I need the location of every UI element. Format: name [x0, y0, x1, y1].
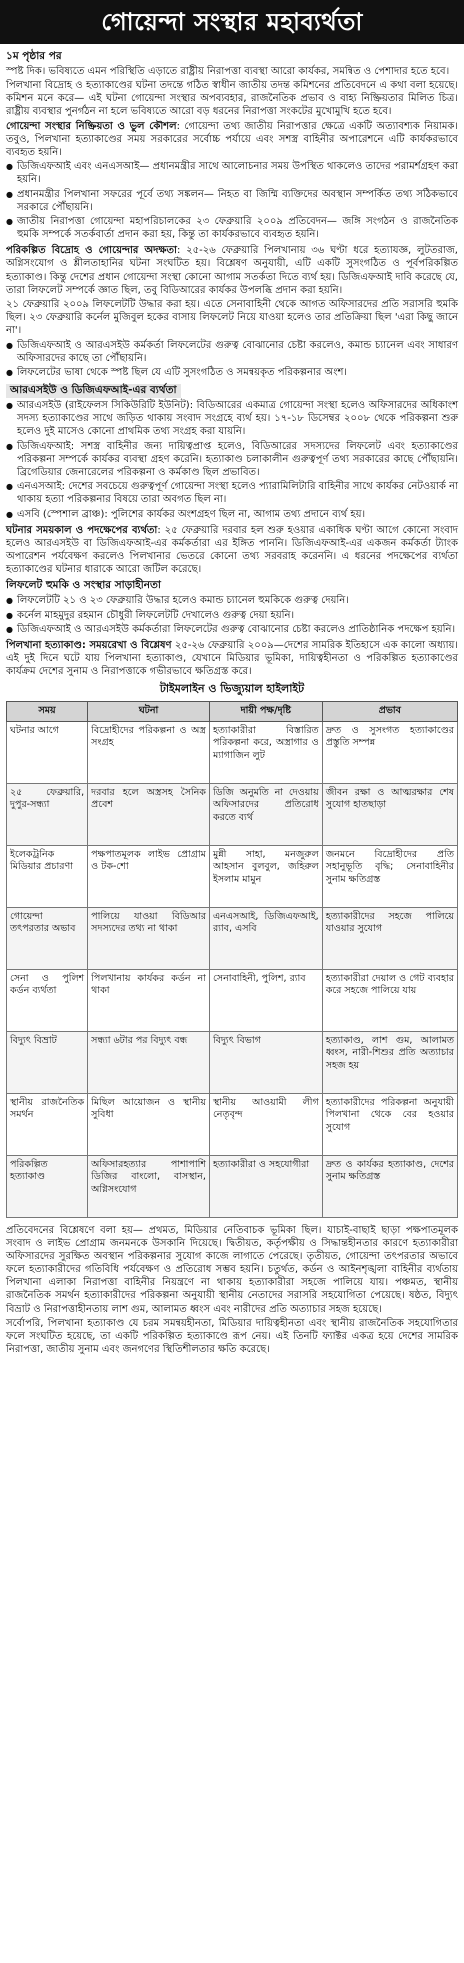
- table-row: [7, 969, 458, 1031]
- table-cell: পক্ষপাতমূলক লাইভ প্রোগ্রাম ও টক-শো: [88, 845, 210, 907]
- bullet-item: ● আরএসইউ (রাইফেলস সিকিউরিটি ইউনিট): বিডিআরের একমাত্র গোয়েন্দা সংস্থা হলেও অফিসারদের অধিকাংশ সদস্য হত্যাকাণ্ডের সাথে জড়িত থাকায় সংবাদ সংগ্রহে ব্যর্থ হয়। ১৭-১৮ ডিসেম্বর ২০০৮ থেকে পরিকল্পনা শুরু হলেও দুই মাসেও কোনো প্রাথমিক তথ্য সংগ্রহ করা যায়নি।: [6, 399, 458, 439]
- table-cell: পরিকল্পিত হত্যাকাণ্ড: [7, 1155, 88, 1217]
- bullet-list: [6, 339, 458, 380]
- table-cell: স্থানীয় রাজনৈতিক সমর্থন: [7, 1093, 88, 1155]
- column-header: ঘটনা: [88, 701, 210, 721]
- column-header: প্রভাব: [322, 701, 457, 721]
- intro-paragraph-2: পিলখানা বিদ্রোহ ও হত্যাকাণ্ডের ঘটনা তদন্তে গঠিত স্বাধীন জাতীয় তদন্ত কমিশনের প্রতিবেদনে এ কথা বলা হয়েছে। কমিশন মনে করে— এই ঘটনা গোয়েন্দা সংস্থার অপব্যবহার, রাজনৈতিক প্রভাব ও বাহ্য নিষ্ক্রিয়তার মিলিত চিত্র। রাষ্ট্রীয় ব্যবস্থার পুনর্গঠন না হলে ভবিষ্যতে আরো বড় ধরনের নিরাপত্তা সংকটের মুখোমুখি হতে হবে।: [6, 80, 458, 118]
- table-cell: মুন্নী সাহা, মনজুরুল আহসান বুলবুল, জহিরুল ইসলাম মামুন: [209, 845, 322, 907]
- table-cell: মিছিল আয়োজন ও স্থানীয় সুবিধা: [88, 1093, 210, 1155]
- table-row: [7, 1031, 458, 1093]
- section-title: পিলখানা হত্যাকাণ্ড: সময়রেখা ও বিশ্লেষণ: [6, 639, 172, 651]
- table-cell: পালিয়ে যাওয়া বিডিআর সদস্যদের তথ্য না থাকা: [88, 907, 210, 969]
- headline-banner: [0, 0, 464, 44]
- section-body: ২৫ ফেব্রুয়ারি দরবার হল শুরু হওয়ার একাধিক ঘণ্টা আগে কোনো সংবাদ হলেও আরএসইউ বা ডিজিএফআই-এর কর্মকর্তারা এর ইঙ্গিত পাননি। ডিজিএফআই-এর একজন কর্মকর্তা ট্যাংক অপারেশন পর্যবেক্ষণ করলেও পিলখানার ভেতরে কোনো তথ্য সরবরাহ করেননি। এ ধরনের পদক্ষেপের ব্যর্থতা হত্যাকাণ্ডের ঘটনার ধারাকে আরো জটিল করেছে।: [6, 524, 458, 576]
- table-cell: দরবার হলে অস্ত্রসহ সৈনিক প্রবেশ: [88, 783, 210, 845]
- table-cell: হত্যাকাণ্ড, লাশ গুম, আলামত ধ্বংস, নারী-শিশুর প্রতি অত্যাচার সহজ হয়: [322, 1031, 457, 1093]
- bullet-item: ● প্রধানমন্ত্রীর পিলখানা সফরের পূর্বে তথ্য সঙ্কলন— নিহত বা জিম্মি ব্যক্তিদের অবস্থান সম্পর্কিত তথ্য সঠিকভাবে সরকারে পৌঁছায়নি।: [6, 188, 458, 214]
- column-header: দায়ী পক্ষ/দৃষ্টি: [209, 701, 322, 721]
- bullet-item: ● এনএসআই: দেশের সবচেয়ে গুরুত্বপূর্ণ গোয়েন্দা সংস্থা হলেও প্যারামিলিটারি বাহিনীর সাথে কার্যকর নেটওয়ার্ক না থাকায় হত্যা পরিকল্পনার বিষয়ে তারা অবগত ছিল না।: [6, 480, 458, 506]
- table-row: [7, 1155, 458, 1217]
- table-cell: স্থানীয় আওয়ামী লীগ নেতৃবৃন্দ: [209, 1093, 322, 1155]
- table-cell: বিদ্যুৎ বিভাগ: [209, 1031, 322, 1093]
- section-timing-failure: ঘটনার সময়কাল ও পদক্ষেপের ব্যর্থতা: ২৫ ফেব্রুয়ারি দরবার হল শুরু হওয়ার একাধিক ঘণ্টা আগে কোনো সংবাদ হলেও আরএসইউ বা ডিজিএফআই-এর কর্মকর্তারা এর ইঙ্গিত পাননি। ডিজিএফআই-এর একজন কর্মকর্তা ট্যাংক অপারেশন পর্যবেক্ষণ করলেও পিলখানার ভেতরে কোনো তথ্য সরবরাহ করেননি। এ ধরনের পদক্ষেপের ব্যর্থতা হত্যাকাণ্ডের ঘটনার ধারাকে আরো জটিল করেছে।: [6, 524, 458, 576]
- table-row: [7, 1093, 458, 1155]
- table-cell: সেনাবাহিনী, পুলিশ, র‍্যাব: [209, 969, 322, 1031]
- bullet-item: ● লিফলেটটি ২১ ও ২৩ ফেব্রুয়ারি উদ্ধার হলেও কমান্ড চ্যানেল হুমকিকে গুরুত্ব দেয়নি।: [6, 594, 458, 607]
- table-cell: ডিজি অনুমতি না দেওয়ায় অফিসারদের প্রতিরোধ করতে ব্যর্থ: [209, 783, 322, 845]
- table-cell: দ্রুত ও কার্যকর হত্যাকাণ্ড, দেশের সুনাম ক্ষতিগ্রস্ত: [322, 1155, 457, 1217]
- section-body-2: ২১ ফেব্রুয়ারি ২০০৯ লিফলেটটি উদ্ধার করা হয়। এতে সেনাবাহিনী থেকে আগত অফিসারদের প্রতি সরাসরি হুমকি ছিল। ২৩ ফেব্রুয়ারি কর্নেল মুজিবুল হকের বাসায় লিফলেট নিয়ে যাওয়া হলেও তার প্রতিক্রিয়া ছিল 'এরা কিছু জানে না'।: [6, 299, 458, 337]
- bullet-list: [6, 399, 458, 521]
- column-header: সময়: [7, 701, 88, 721]
- section-intelligence-inaction: গোয়েন্দা সংস্থার নিষ্ক্রিয়তা ও ভুল কৌশল: গোয়েন্দা তথ্য জাতীয় নিরাপত্তার ক্ষেত্রে একটি অত্যাবশ্যক নিয়ামক। তবুও, পিলখানা হত্যাকাণ্ডের সময় সরকারের সর্বোচ্চ পর্যায়ে এবং সশস্ত্র বাহিনীর অপারেশনে এটি কার্যকরভাবে ব্যবহৃত হয়নি। ● ডিজিএফআই এবং এনএসআই— প্রধানমন্ত্রীর সাথে আলোচনার সময় উপস্থিত থাকলেও তাদের পরামর্শগ্রহণ করা হয়নি। ● প্রধানমন্ত্রীর পিলখানা সফরের পূর্বে তথ্য সঙ্কলন— নিহত বা জিম্মি ব্যক্তিদের অবস্থান সম্পর্কিত তথ্য সঠিকভাবে সরকারে পৌঁছায়নি। ● জাতীয় নিরাপত্তা গোয়েন্দা মহাপরিচালকের ২৩ ফেব্রুয়ারি ২০০৯ প্রতিবেদন— জঙ্গি সংগঠন ও রাজনৈতিক হুমকি সম্পর্কে সতর্কবার্তা প্রদান করা হয়, কিন্তু তা কার্যকরভাবে ব্যবহৃত হয়নি।: [6, 120, 458, 242]
- timeline-table: [6, 701, 458, 1218]
- bullet-item: ● ডিজিএফআই এবং এনএসআই— প্রধানমন্ত্রীর সাথে আলোচনার সময় উপস্থিত থাকলেও তাদের পরামর্শগ্রহণ করা হয়নি।: [6, 160, 458, 186]
- conclusion-paragraph: প্রতিবেদনের বিশ্লেষণে বলা হয়— প্রথমত, মিডিয়ার নেতিবাচক ভূমিকা ছিল। যাচাই-বাছাই ছাড়া পক্ষপাতমূলক সংবাদ ও লাইভ প্রোগ্রাম জনমনকে উসকানি দিয়েছে। দ্বিতীয়ত, কর্তৃপক্ষীয় ও সিদ্ধান্তহীনতার কারণে হত্যাকারীরা অফিসারদের সুরক্ষিত অবস্থান পরিকল্পনার সুযোগ কাজে লাগাতে পেরেছে। তৃতীয়ত, গোয়েন্দা তৎপরতার অভাবে ফলে হত্যাকারীদের গতিবিধি পর্যবেক্ষণ ও প্রতিরোধ সম্ভব হয়নি। চতুর্থত, কর্ডন ও আইনশৃঙ্খলা বাহিনীর ব্যর্থতায় পিলখানা এলাকা নিরাপত্তা বাহিনীর নিয়ন্ত্রণে না থাকায় হত্যাকারীরা সহজে পালিয়ে যায়। পঞ্চমত, স্থানীয় রাজনৈতিক সমর্থন হত্যাকারীদের পরিকল্পনা অনুযায়ী স্থানীয় নেতাদের সরাসরি সহযোগিতা পেয়েছে। ষষ্ঠত, বিদ্যুৎ বিভ্রাট ও নিরাপত্তাহীনতায় লাশ গুম, আলামত ধ্বংস এবং নারীদের প্রতি অত্যাচার সহজ হয়েছে।: [6, 1224, 458, 1315]
- section-title: গোয়েন্দা সংস্থার নিষ্ক্রিয়তা ও ভুল কৌশল: [6, 120, 177, 132]
- timeline-title: টাইমলাইন ও ভিজ্যুয়াল হাইলাইট: [159, 682, 305, 696]
- table-header-row: [7, 701, 458, 721]
- bullet-item: ● লিফলেটের ভাষা থেকে স্পষ্ট ছিল যে এটি সুসংগঠিত ও সমন্বয়কৃত পরিকল্পনার অংশ।: [6, 366, 458, 379]
- section-planned-mutiny: পরিকল্পিত বিদ্রোহ ও গোয়েন্দার অদক্ষতা: ২৫-২৬ ফেব্রুয়ারি পিলখানায় ৩৬ ঘণ্টা ধরে হত্যাযজ্ঞ, লুটতরাজ, অগ্নিসংযোগ ও শ্লীলতাহানির ঘটনা সংঘটিত হয়। বিশ্লেষণ অনুযায়ী, এটি একটি সুসংগঠিত ও পূর্বপরিকল্পিত হত্যাকাণ্ড। কিন্তু দেশের প্রধান গোয়েন্দা সংস্থা কোনো আগাম সতর্কতা দিতে ব্যর্থ হয়। ডিজিএফআই দাবি করেছে যে, তারা লিফলেট সম্পর্কে জ্ঞাত ছিল, তবু বিডিআরের কার্যকর উপলব্ধি প্রদান করা হয়নি। ২১ ফেব্রুয়ারি ২০০৯ লিফলেটটি উদ্ধার করা হয়। এতে সেনাবাহিনী থেকে আগত অফিসারদের প্রতি সরাসরি হুমকি ছিল। ২৩ ফেব্রুয়ারি কর্নেল মুজিবুল হকের বাসায় লিফলেট নিয়ে যাওয়া হলেও তার প্রতিক্রিয়া ছিল 'এরা কিছু জানে না'। ● ডিজিএফআই ও আরএসইউ কর্মকর্তা লিফলেটের গুরুত্ব বোঝানোর চেষ্টা করলেও, কমান্ড চ্যানেল এবং সাধারণ অফিসারদের কাছে তা পৌঁছায়নি। ● লিফলেটের ভাষা থেকে স্পষ্ট ছিল যে এটি সুসংগঠিত ও সমন্বয়কৃত পরিকল্পনার অংশ।: [6, 244, 458, 379]
- section-body: ২৫-২৬ ফেব্রুয়ারি ২০০৯—দেশের সামরিক ইতিহাসে এক কালো অধ্যায়। এই দুই দিনে ঘটে যায় পিলখানা হত্যাকাণ্ড, যেখানে মিডিয়ার ভূমিকা, দায়িত্বহীনতা ও পরিকল্পিত হত্যাকাণ্ডের কার্যক্রম দেশের সুনাম ও নিরাপত্তাকে গভীরভাবে ক্ষতিগ্রস্ত করে।: [6, 639, 458, 678]
- section-timeline-analysis: [6, 639, 458, 679]
- table-cell: হত্যাকারীদের পরিকল্পনা অনুযায়ী পিলখানা থেকে বের হওয়ার সুযোগ: [322, 1093, 457, 1155]
- table-cell: ২৫ ফেব্রুয়ারি, দুপুর-সন্ধ্যা: [7, 783, 88, 845]
- table-cell: বিদ্রোহীদের পরিকল্পনা ও অস্ত্র সংগ্রহ: [88, 721, 210, 783]
- table-cell: হত্যাকারীদের সহজে পালিয়ে যাওয়ার সুযোগ: [322, 907, 457, 969]
- article-body: [6, 44, 458, 1356]
- table-cell: জনমনে বিদ্রোহীদের প্রতি সহানুভূতি বৃদ্ধি; সেনাবাহিনীর সুনাম ক্ষতিগ্রস্ত: [322, 845, 457, 907]
- bullet-item: ● ডিজিএফআই: সশস্ত্র বাহিনীর জন্য দায়িত্বপ্রাপ্ত হলেও, বিডিআরের সদস্যদের লিফলেট এবং হত্যাকাণ্ডের পরিকল্পনা সম্পর্কে কার্যকর ব্যবস্থা গ্রহণ করেনি। হত্যাকাণ্ড চলাকালীন গুরুত্বপূর্ণ তথ্য সরকারের কাছে পৌঁছায়নি। ব্রিগেডিয়ার জেনারেলের পরিকল্পনা ও কর্মকাণ্ড ছিল প্রভাবিত।: [6, 440, 458, 480]
- section-title: পরিকল্পিত বিদ্রোহ ও গোয়েন্দার অদক্ষতা: [6, 245, 177, 257]
- bullet-item: ● জাতীয় নিরাপত্তা গোয়েন্দা মহাপরিচালকের ২৩ ফেব্রুয়ারি ২০০৯ প্রতিবেদন— জঙ্গি সংগঠন ও রাজনৈতিক হুমকি সম্পর্কে সতর্কবার্তা প্রদান করা হয়, কিন্তু তা কার্যকরভাবে ব্যবহৃত হয়নি।: [6, 215, 458, 241]
- table-row: [7, 721, 458, 783]
- section-leaflet-threat: [6, 579, 458, 635]
- conclusion-paragraph: সর্বোপরি, পিলখানা হত্যাকাণ্ড যে চরম সমন্বয়হীনতা, মিডিয়ার দায়িত্বহীনতা এবং স্থানীয় রাজনৈতিক সহযোগিতার ফলে সংঘটিত হয়েছে, তা একটি পরিকল্পিত হত্যাকাণ্ডে রূপ নেয়। এই তিনটি ফ্যাক্টর একত্র হয়ে দেশের সামরিক নিরাপত্তা, জাতীয় সুনাম এবং জনগণের স্থিতিশীলতার ক্ষতি করেছে।: [6, 1317, 458, 1356]
- table-cell: বিদ্যুৎ বিভ্রাট: [7, 1031, 88, 1093]
- bullet-item: ● কর্নেল মাহমুদুর রহমান চৌধুরী লিফলেটটি দেখালেও গুরুত্ব দেয়া হয়নি।: [6, 609, 458, 622]
- table-cell: গোয়েন্দা তৎপরতার অভাব: [7, 907, 88, 969]
- table-cell: ইলেকট্রনিক মিডিয়ার প্রচারণা: [7, 845, 88, 907]
- table-cell: ঘটনার আগে: [7, 721, 88, 783]
- section-body: ২৫-২৬ ফেব্রুয়ারি পিলখানায় ৩৬ ঘণ্টা ধরে হত্যাযজ্ঞ, লুটতরাজ, অগ্নিসংযোগ ও শ্লীলতাহানির ঘটনা সংঘটিত হয়। বিশ্লেষণ অনুযায়ী, এটি একটি সুসংগঠিত ও পূর্বপরিকল্পিত হত্যাকাণ্ড। কিন্তু দেশের প্রধান গোয়েন্দা সংস্থা কোনো আগাম সতর্কতা দিতে ব্যর্থ হয়। ডিজিএফআই দাবি করেছে যে, তারা লিফলেট সম্পর্কে জ্ঞাত ছিল, তবু বিডিআরের কার্যকর উপলব্ধি প্রদান করা হয়নি।: [6, 245, 458, 296]
- table-cell: সেনা ও পুলিশ কর্ডন ব্যর্থতা: [7, 969, 88, 1031]
- section-title: ঘটনার সময়কাল ও পদক্ষেপের ব্যর্থতা: [6, 524, 158, 536]
- table-row: [7, 907, 458, 969]
- table-cell: অফিসারহত্যার পাশাপাশি ডিজির বাংলো, বাসস্থান, অগ্নিসংযোগ: [88, 1155, 210, 1217]
- table-cell: সন্ধ্যা ৬টার পর বিদ্যুৎ বন্ধ: [88, 1031, 210, 1093]
- section-body: গোয়েন্দা তথ্য জাতীয় নিরাপত্তার ক্ষেত্রে একটি অত্যাবশ্যক নিয়ামক। তবুও, পিলখানা হত্যাকাণ্ডের সময় সরকারের সর্বোচ্চ পর্যায়ে এবং সশস্ত্র বাহিনীর অপারেশনে এটি কার্যকরভাবে ব্যবহৃত হয়নি।: [6, 120, 458, 158]
- bullet-list: [6, 160, 458, 241]
- section-title: লিফলেট হুমকি ও সংস্থার সাড়াহীনতা: [6, 579, 161, 592]
- conclusion: [6, 1224, 458, 1357]
- bullet-item: ● ডিজিএফআই ও আরএসইউ কর্মকর্তারা লিফলেটের গুরুত্ব বোঝানোর চেষ্টা করলেও প্রাতিষ্ঠানিক পদক্ষেপ হয়নি।: [6, 623, 458, 636]
- table-cell: দ্রুত ও সুসংগত হত্যাকাণ্ডের প্রস্তুতি সম্পন্ন: [322, 721, 457, 783]
- table-cell: হত্যাকারীরা দেয়াল ও গেট ব্যবহার করে সহজে পালিয়ে যায়: [322, 969, 457, 1031]
- table-cell: হত্যাকারীরা বিস্তারিত পরিকল্পনা করে, অস্ত্রাগার ও ম্যাগাজিন লুট: [209, 721, 322, 783]
- table-cell: পিলখানায় কার্যকর কর্ডন না থাকা: [88, 969, 210, 1031]
- continued-label: ১ম পৃষ্ঠার পর: [6, 50, 62, 62]
- intro-paragraph: স্পষ্ট দিক। ভবিষ্যতে এমন পরিস্থিতি এড়াতে রাষ্ট্রীয় নিরাপত্তা ব্যবস্থা আরো কার্যকর, সমন্বিত ও পেশাদার হতে হবে।: [6, 65, 450, 77]
- bullet-item: ● ডিজিএফআই ও আরএসইউ কর্মকর্তা লিফলেটের গুরুত্ব বোঝানোর চেষ্টা করলেও, কমান্ড চ্যানেল এবং সাধারণ অফিসারদের কাছে তা পৌঁছায়নি।: [6, 339, 458, 365]
- section-title: আরএসইউ ও ডিজিএফআই-এর ব্যর্থতা: [6, 384, 181, 398]
- headline: গোয়েন্দা সংস্থার মহাব্যর্থতা: [101, 7, 363, 37]
- bullet-item: ● এসবি (স্পেশাল ব্রাঞ্চ): পুলিশের কার্যকর অংশগ্রহণ ছিল না, আগাম তথ্য প্রদানে ব্যর্থ হয়।: [6, 508, 458, 521]
- timeline-table-body: [7, 721, 458, 1217]
- table-row: [7, 845, 458, 907]
- table-cell: জীবন রক্ষা ও আত্মরক্ষার শেষ সুযোগ হাতছাড়া: [322, 783, 457, 845]
- section-rsu-dgfi-failure: [6, 382, 458, 521]
- table-row: [7, 783, 458, 845]
- bullet-list: [6, 594, 458, 636]
- table-cell: হত্যাকারীরা ও সহযোগীরা: [209, 1155, 322, 1217]
- table-cell: এনএসআই, ডিজিএফআই, র‍্যাব, এসবি: [209, 907, 322, 969]
